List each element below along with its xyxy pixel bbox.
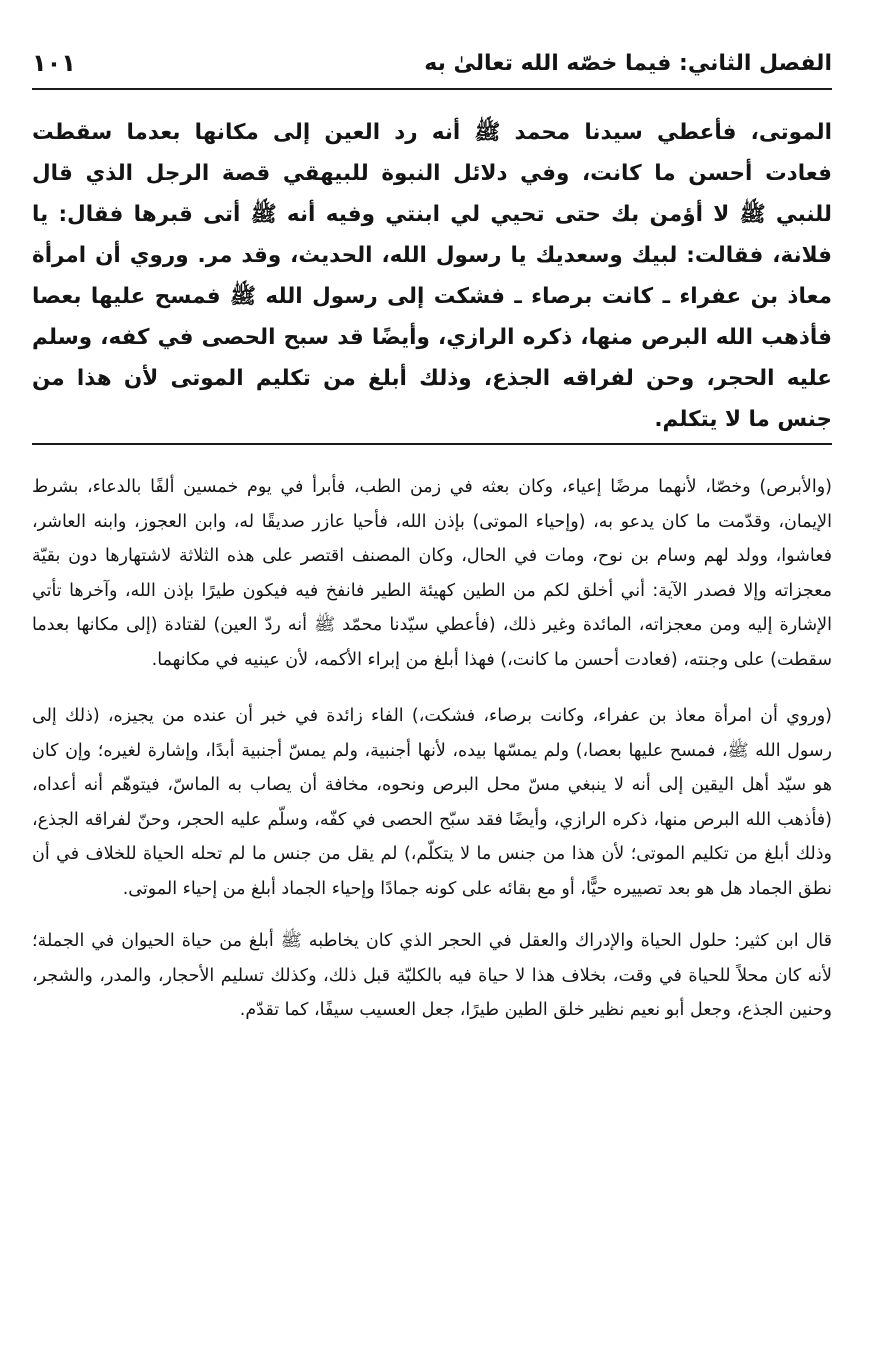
section-divider <box>32 443 832 445</box>
header-rule <box>32 88 832 90</box>
commentary-paragraph: قال ابن كثير: حلول الحياة والإدراك والعقل في الحجر الذي كان يخاطبه ﷺ أبلغ من حياة الحيوان في الجملة؛ لأنه كان محلاً للحياة في وقت، بخلاف هذا لا حياة فيه بالكليّة قبل ذلك، وكذلك تسليم الأحجار، والمدر، والشجر، وحنين الجذع، وجعل أبو نعيم نظير خلق الطين طيرًا، جعل العسيب سيفًا، كما تقدّم. <box>32 931 832 1020</box>
commentary <box>32 470 832 1330</box>
commentary-paragraph: (والأبرص) وخصّا، لأنهما مرضًا إعياء، وكان بعثه في زمن الطب، فأبرأ في يوم خمسين ألفًا بالدعاء، بشرط الإيمان، وقدّمت ما كان يدعو به، (وإحياء الموتى) بإذن الله، فأحيا عازر صديقًا له، وابن العجوز، وابنه العاشر، فعاشوا، وولد لهم وسام بن نوح، ومات في الحال، وكان المصنف اقتصر على هذه الثلاثة لاشتهارها دون بقيّة معجزاته وإلا فصدر الآية: أني أخلق لكم من الطين كهيئة الطير فانفخ فيه فيكون طيرًا بإذن الله، وآخرها تأتي الإشارة إليه ومن معجزاته، المائدة وغير ذلك، (فأعطي سيّدنا محمّد ﷺ أنه ردّ العين) لقتادة (إلى مكانها بعدما سقطت) على وجنته، (فعادت أحسن ما كانت،) فهذا أبلغ من إبراء الأكمه، لأن عينيه في مكانهما. <box>32 477 832 670</box>
chapter-title: الفصل الثاني: فيما خصّه الله تعالىٰ به <box>424 50 832 76</box>
commentary-paragraph: (وروي أن امرأة معاذ بن عفراء، وكانت برصاء، فشكت،) الفاء زائدة في خبر أن عنده من يجيزه، (ذلك إلى رسول الله ﷺ، فمسح عليها بعصا،) ولم يمسّها بيده، لأنها أجنبية، ولم يمسّ أجنبية أبدًا، وإشارة لغيره؛ وإن كان هو سيّد أهل اليقين إلى أنه لا ينبغي مسّ محل البرص ونحوه، مخافة أن يصاب به الماسّ، فيتوهّم أنه أعداه، (فأذهب الله البرص منها، ذكره الرازي، وأيضًا فقد سبّح الحصى في كفّه، وسلّم عليه الحجر، وحنّ لفراقه الجذع، وذلك أبلغ من تكليم الموتى؛ لأن هذا من جنس ما لا يتكلّم،) لم يقل من جنس ما لم تحله الحياة للخلاف في أن نطق الجماد هل هو بعد تصييره حيًّا، أو مع بقائه على كونه جمادًا وإحياء الجماد أبلغ من إحياء الموتى. <box>32 706 832 899</box>
page-header <box>32 42 832 84</box>
page-number: ١٠١ <box>32 49 76 77</box>
main-text: الموتى، فأعطي سيدنا محمد ﷺ أنه رد العين إلى مكانها بعدما سقطت فعادت أحسن ما كانت، وفي دلائل النبوة للبيهقي قصة الرجل الذي قال للنبي ﷺ لا أؤمن بك حتى تحيي لي ابنتي وفيه أنه ﷺ أتى قبرها فقال: يا فلانة، فقالت: لبيك وسعديك يا رسول الله، الحديث، وقد مر. وروي أن امرأة معاذ بن عفراء ـ كانت برصاء ـ فشكت إلى رسول الله ﷺ فمسح عليها بعصا فأذهب الله البرص منها، ذكره الرازي، وأيضًا قد سبح الحصى في كفه، وسلم عليه الحجر، وحن لفراقه الجذع، وذلك أبلغ من تكليم الموتى لأن هذا من جنس ما لا يتكلم. <box>32 120 832 432</box>
